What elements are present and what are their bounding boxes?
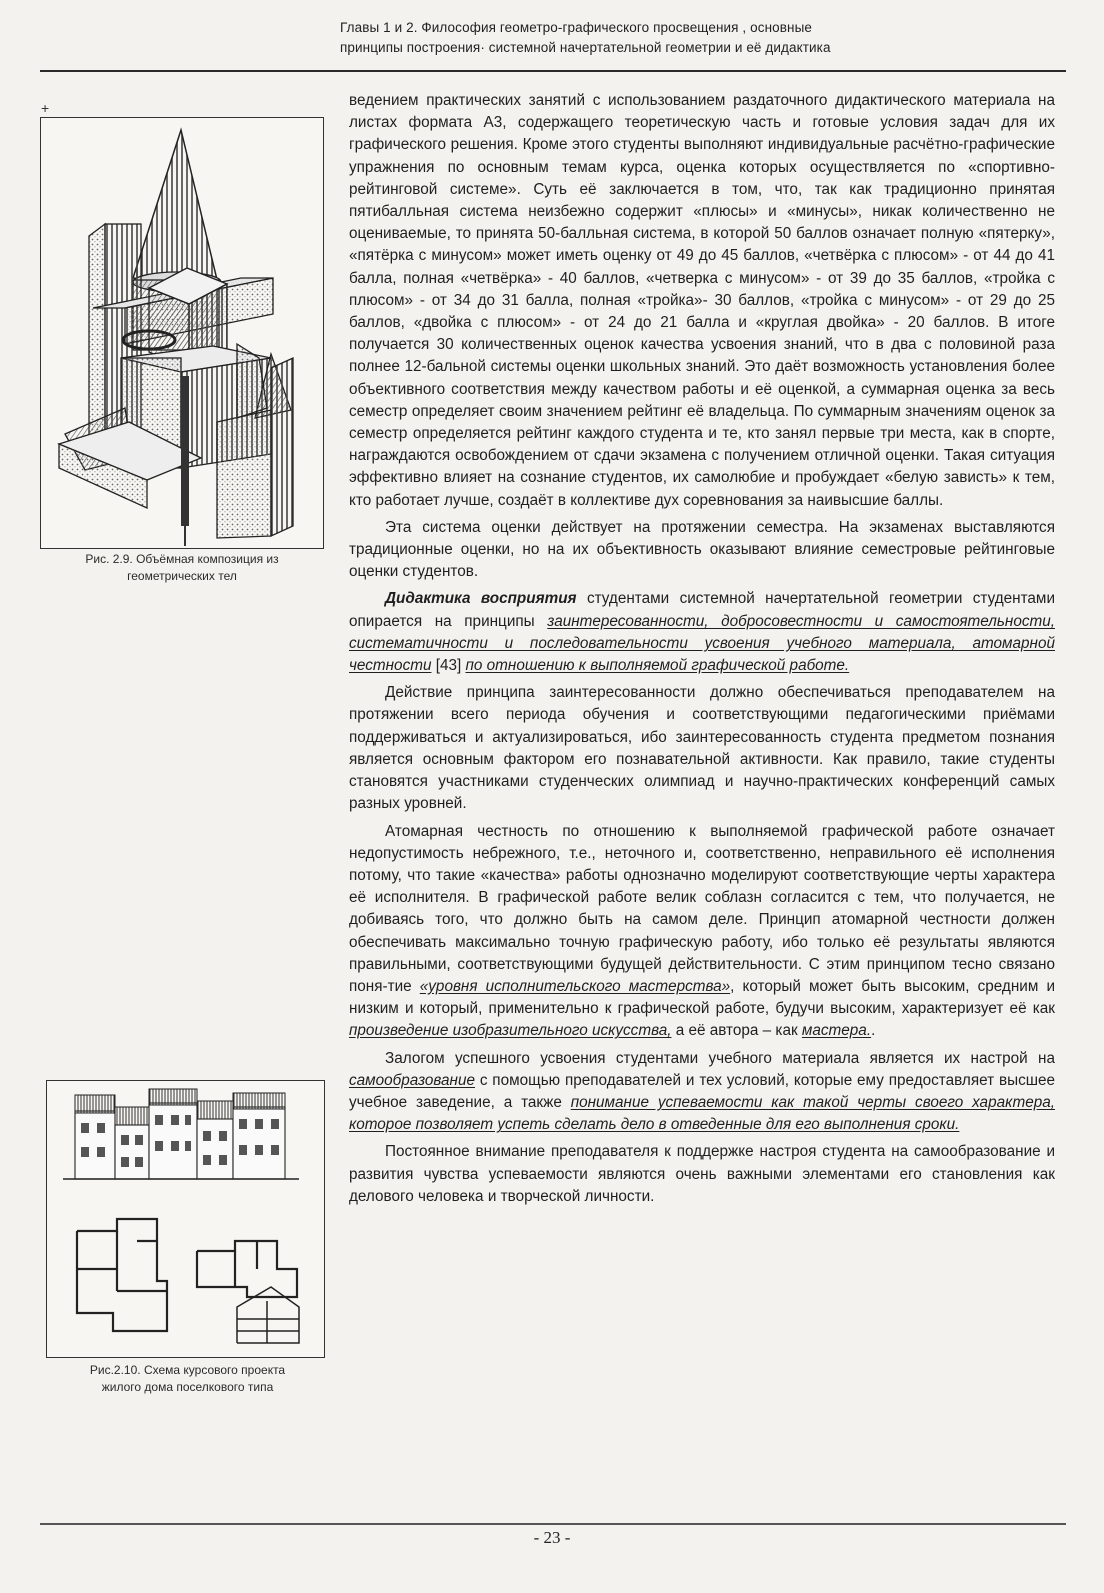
art-work-emphasis: произведение изобразительного искусства, (349, 1022, 672, 1040)
figure-2-10-caption (55, 1362, 320, 1396)
paragraph-4: Действие принципа заинтересованности должно обеспечиваться преподавателем на протяжении всего периода обучения и соответствующими педагогическими приёмами поддерживаться и актуализироваться, ибо заинтересованность студента предметом познания является основным фактором его познавательной активности. Как правило, такие студенты становятся участниками студенческих олимпиад и научно-практических конференций самых разных уровней. (349, 684, 1055, 813)
graphic-work-emphasis: по отношению к выполняемой графической работе. (465, 657, 850, 675)
figure-2-10-caption-line-1: Рис.2.10. Схема курсового проекта (89, 1363, 286, 1377)
paragraph-5-text-3: а её автора – как (671, 1022, 802, 1040)
page-number: - 23 - (533, 1528, 571, 1547)
principles-emphasis: заинтересованности, добросовестности и самостоятельности, систематичности и последовательности усвоения учебного материала, атомарной честности (349, 612, 1055, 675)
paragraph-3 (349, 588, 1055, 677)
figure-2-9-caption-line-2: геометрических тел (127, 569, 237, 583)
main-text-column (349, 90, 1055, 1208)
paragraph-7: Постоянное внимание преподавателя к поддержке настроя студента на самообразование и развития чувства успеваемости являются очень важными элементами его становления как делового человека и творческой личности. (349, 1143, 1055, 1205)
paragraph-6-text-2: с помощью преподавателей и тех условий, которые ему предоставляет высшее учебное заведение, а также (349, 1071, 1055, 1111)
paragraph-6 (349, 1048, 1055, 1137)
citation-ref: [43] (431, 657, 466, 675)
paragraph-5-text-1: Атомарная честность по отношению к выполняемой графической работе означает недопустимость небрежного, т.е., неточного и, соответственно, неправильного её исполнения потому, что такие «качества» работы однозначно моделируют соответствующие черты характера её исполнителя. В графической работе велик соблазн согласится с тем, что получается, не добиваясь того, что должно быть на самом деле. Принцип атомарной честности должен обеспечивать максимально точную графическую работу, ибо только её результаты являются правильными, соответствующими будущей действительности. С этим принципом тесно связано поня-тие (349, 822, 1055, 995)
paragraph-1: ведением практических занятий с использованием раздаточного дидактического материала на листах формата А3, содержащего теоретическую часть и готовые условия задач для их графического решения. Кроме этого студенты выполняют индивидуальные расчётно-графические упражнения по основным темам курса, оценка которых осуществляется по «спортивно-рейтинговой системе». Суть её заключается в том, что, так как традиционно принятая пятибалльная система неизбежно содержит «плюсы» и «минусы», никак количественно не оцениваемые, то принята 50-балльная система, в которой 50 баллов означает полную «пятерку», «пятёрка с минусом» может иметь оценку от 49 до 45 баллов, «четвёрка с плюсом» - от 44 до 41 балла, полная «четвёрка» - 40 баллов, «четверка с минусом» - от 39 до 35 баллов, «тройка с плюсом» - от 34 до 31 балла, полная «тройка»- 30 баллов, «тройка с минусом» - от 29 до 25 баллов, «двойка с плюсом» - от 24 до 21 балла и «круглая двойка» - 20 баллов. В итоге получается 30 количественных оценок качества усвоения знаний, что в два с половиной раза полнее 12-бальной системы оценки школьных знаний. Это даёт возможность установления более объективного соответствия между качеством работы и её оценкой, а суммарная оценка за весь семестр определяет своим значением рейтинг её владельца. По суммарным значениям оценок за семестр определяется рейтинг каждого студента и те, кто занял первые три места, как в спорте, награждаются освобождением от сдачи экзамена с получением отличной оценки. Такая ситуация эффективно влияет на сознание студентов, их самолюбие и пробуждает «белую зависть» к тем, кто работает лучше, создаёт в коллективе дух соревнования за наивысшие баллы. (349, 92, 1055, 509)
progress-emphasis: понимание успеваемости как такой черты своего характера, которое позволяет успеть сделать дело в отведенные для его выполнения сроки. (349, 1093, 1055, 1134)
mastery-level-emphasis: «уровня исполнительского мастерства» (419, 977, 731, 995)
paragraph-3-text-1: студентами системной начертательной геометрии студентами опирается на принципы (349, 590, 1055, 630)
self-education-emphasis: самообразование (349, 1071, 475, 1089)
figure-2-10 (46, 1080, 325, 1358)
geometric-composition-illustration (41, 118, 323, 548)
paragraph-6-text-1: Залогом успешного усвоения студентами учебного материала является их настрой на (385, 1049, 1055, 1067)
figure-2-9 (40, 117, 324, 549)
running-header (340, 18, 990, 58)
house-project-illustration (47, 1081, 324, 1357)
figure-2-9-caption-line-1: Рис. 2.9. Объёмная композиция из (85, 552, 279, 566)
paragraph-5-text-4: . (871, 1022, 876, 1040)
header-rule (40, 70, 1066, 72)
figure-2-9-caption (46, 551, 318, 585)
registration-mark: + (41, 100, 50, 116)
running-header-line-1: Главы 1 и 2. Философия геометро-графического просвещения , основные (340, 20, 812, 35)
paragraph-5 (349, 821, 1055, 1043)
figure-2-10-caption-line-2: жилого дома поселкового типа (101, 1380, 274, 1394)
master-emphasis: мастера. (801, 1022, 872, 1040)
footer-rule (40, 1523, 1066, 1525)
paragraph-2: Эта система оценки действует на протяжении семестра. На экзаменах выставляются традиционные оценки, но на их объективность оказывают влияние семестровые рейтинговые оценки студентов. (349, 518, 1055, 581)
didactics-lead-term: Дидактика восприятия (385, 590, 577, 608)
running-header-line-2: принципы построения· системной начертательной геометрии и её дидактика (340, 40, 831, 55)
paragraph-5-text-2: , который может быть высоким, средним и низким и который, применительно к графической работе, будучи высоким, характеризует её как (349, 977, 1055, 1018)
